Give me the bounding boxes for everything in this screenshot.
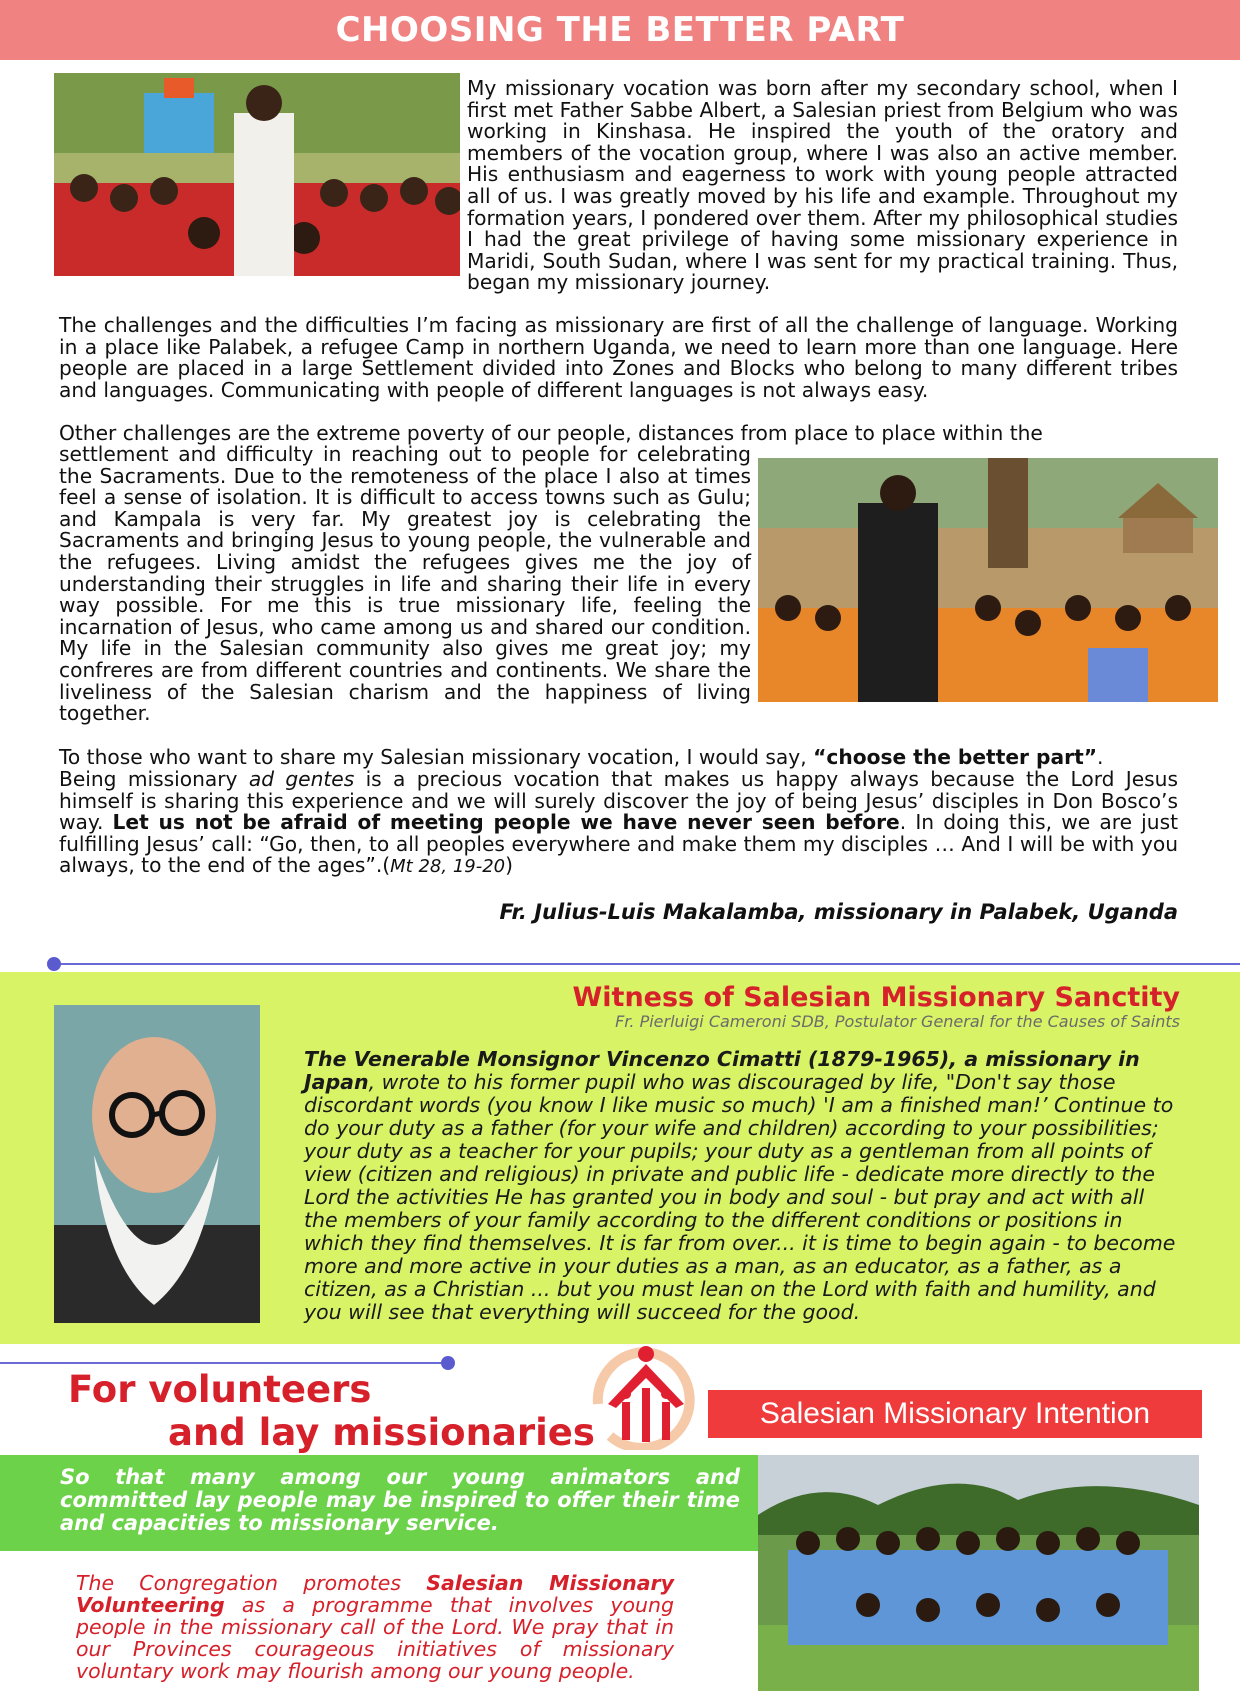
quote-better-part: “choose the better part” <box>813 745 1097 769</box>
witness-title: Witness of Salesian Missionary Sanctity <box>572 982 1180 1013</box>
paragraph-challenges: The challenges and the difficulties I’m facing as missionary are first of all the challenge of language. Working in a place like Palabek, a refugee Camp in northern Uganda, we need to learn more than one language. Here people are placed in a large Settlement divided into Zones and Blocks who belong to many different tribes and languages. Communicating with people of different languages is not always easy. <box>59 313 1178 402</box>
intention-text: So that many among our young animators and committed lay people may be inspired to offer their time and capacities to missionary service. <box>60 1465 740 1535</box>
volunteers-heading-line1: For volunteers <box>68 1368 372 1411</box>
intention-label: Salesian Missionary Intention <box>759 1397 1151 1430</box>
volunteering-text: The Congregation promotes Salesian Missionary Volunteering as a programme that involves young people in the missionary call of the Lord. We pray that in our Provinces courageous initiatives of missionary voluntary work may flourish among our young people. <box>76 1571 674 1683</box>
photo-priest-in-camp <box>758 458 1218 702</box>
photo-volunteers-group <box>758 1455 1199 1691</box>
photo-priest-with-children <box>54 73 460 276</box>
section-divider <box>55 963 1240 965</box>
salesian-logo-icon <box>590 1344 698 1450</box>
volunteers-heading-line2: and lay missionaries <box>168 1411 595 1454</box>
paragraph-invitation: To those who want to share my Salesian missionary vocation, I would say, “choose the better part”. <box>59 745 1104 769</box>
paragraph-vocation: My missionary vocation was born after my secondary school, when I first met Father Sabbe Albert, a Salesian priest from Belgium who was working in Kinshasa. He inspired the youth of the oratory and members of the vocation group, where I was also an active member. His enthusiasm and eagerness to work with young people attracted all of us. I was greatly moved by his life and example. Throughout my formation years, I pondered over them. After my philosophical studies I had the great privilege of having some missionary experience in Maridi, South Sudan, where I was sent for my practical training. Thus, began my missionary journey. <box>467 76 1178 295</box>
scripture-reference: Mt 28, 19-20 <box>390 856 506 878</box>
intention-label-bar <box>708 1390 1202 1438</box>
paragraph-other-challenges: settlement and difficulty in reaching out to people for celebrating the Sacraments. Due to the remoteness of the place I also at times feel a sense of isolation. It is difficult to access towns such as Gulu; and Kampala is very far. My greatest joy is celebrating the Sacraments and bringing Jesus to young people, the vulnerable and the refugees. Living amidst the refugees gives me the joy of understanding their struggles in life and sharing their life in every way possible. For me this is true missionary life, feeling the incarnation of Jesus, who came among us and shared our condition. My life in the Salesian community also gives me great joy; my confreres are from different countries and continents. We share the liveliness of the Salesian charism and the happiness of living together. <box>59 442 751 726</box>
paragraph-ad-gentes: Being missionary ad gentes is a precious vocation that makes us happy always because the Lord Jesus himself is sharing this experience and we will surely discover the joy of being Jesus’ disciples in Don Bosco’s way. Let us not be afraid of meeting people we have never seen before. In doing this, we are just fulfilling Jesus’ call: “Go, then, to all peoples everywhere and make them my disciples … And I will be with you always, to the end of the ages”.(Mt 28, 19-20) <box>59 767 1179 878</box>
section-divider-2 <box>0 1362 448 1364</box>
divider-dot <box>47 957 61 971</box>
divider-dot-2 <box>441 1356 455 1370</box>
author-signature: Fr. Julius-Luis Makalamba, missionary in Palabek, Uganda <box>499 900 1178 924</box>
witness-subtitle: Fr. Pierluigi Cameroni SDB, Postulator General for the Causes of Saints <box>615 1012 1180 1031</box>
page-title: CHOOSING THE BETTER PART <box>335 10 905 50</box>
header-banner <box>0 0 1240 60</box>
witness-section <box>0 972 1240 1344</box>
witness-text: The Venerable Monsignor Vincenzo Cimatti (1879-1965), a missionary in Japan, wrote to his former pupil who was discouraged by life, "Don't say those discordant words (you know I like music so much) 'I am a finished man!’ Continue to do your duty as a father (for your wife and children) according to your possibilities; your duty as a teacher for your pupils; your duty as a gentleman from all points of view (citizen and religious) in private and public life - dedicate more directly to the Lord the activities He has granted you in body and soul - but pray and act with all the members of your family according to the different conditions or positions in which they find themselves. It is far from over... it is time to begin again - to become more and more active in your duties as a man, as an educator, as a father, as a citizen, as a Christian ... but you must lean on the Lord with faith and humility, and you will see that everything will succeed for the good. <box>304 1047 1176 1324</box>
witness-lead: The Venerable Monsignor Vincenzo Cimatti (1879-1965), a missionary in Japan <box>304 1047 1140 1094</box>
paragraph-other-challenges-top: Other challenges are the extreme poverty of our people, distances from place to place within the <box>59 421 1043 445</box>
portrait-cimatti <box>54 1005 260 1323</box>
